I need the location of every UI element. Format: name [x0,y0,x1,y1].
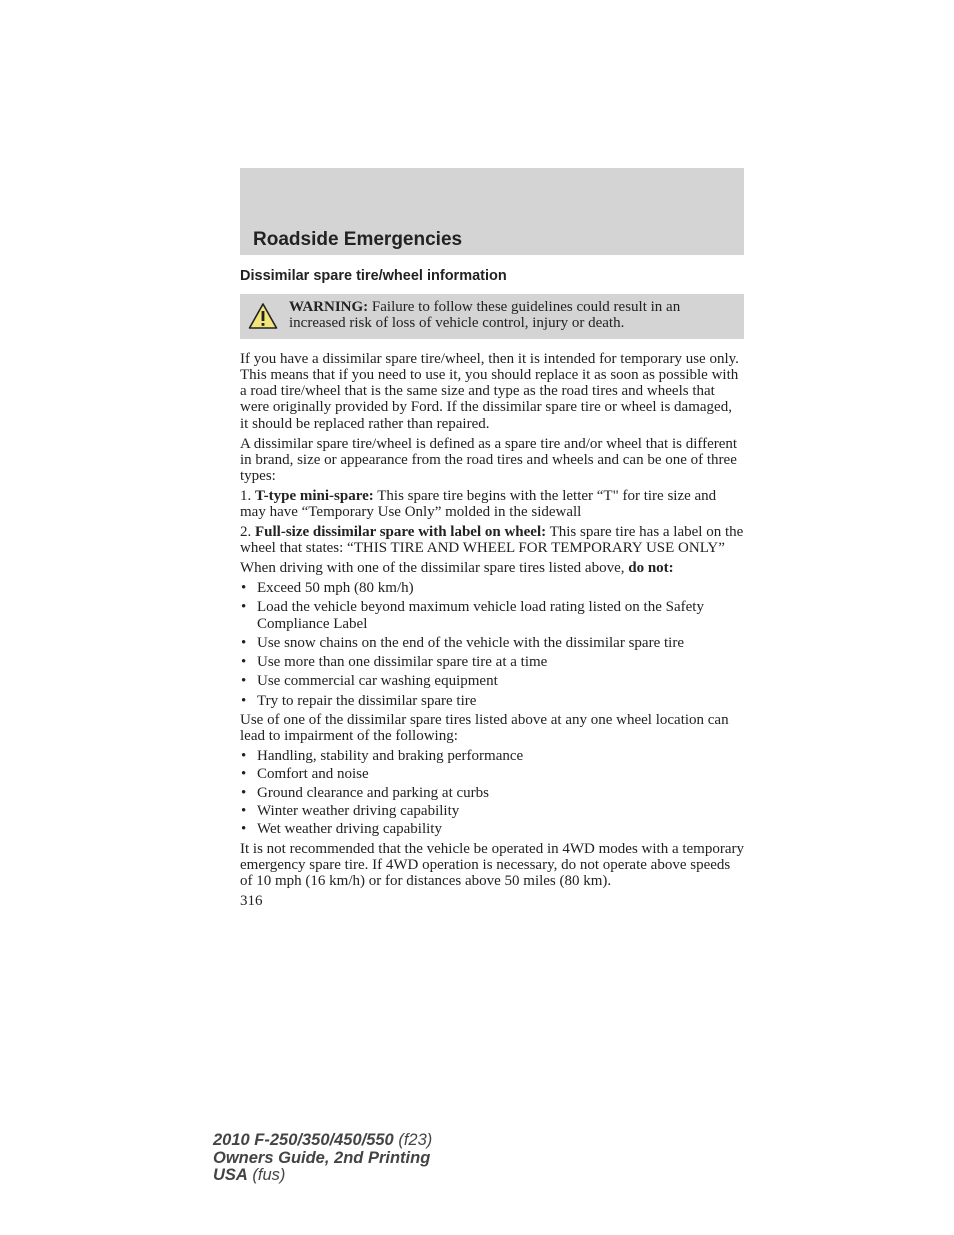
warning-text [289,299,680,331]
type-2-item [240,524,744,557]
page-number: 316 [240,893,263,909]
paragraph-intended-use: If you have a dissimilar spare tire/wheel, then it is intended for temporary use only. This means that if you need to use it, you should replace it as soon as possible with a road tire/wheel that is the same size and type as the road tires and wheels that were originally provided by Ford. If the dissimilar spare tire or wheel is damaged, it should be replaced rather than repaired. [240,350,739,432]
footer-printing-line: Owners Guide, 2nd Printing [213,1148,431,1167]
document-footer [213,1132,432,1185]
type-2-number: 2. [240,524,255,541]
list-item: • Handling, stability and braking performance [240,748,744,764]
paragraph-definition: A dissimilar spare tire/wheel is defined as a spare tire and/or wheel that is different in brand, size or appearance from the road tires and wheels and can be one of three types: [240,435,738,485]
do-not-label: do not: [628,560,674,577]
list-item: • Exceed 50 mph (80 km/h) [240,580,744,596]
warning-triangle-icon [248,302,278,330]
warning-box [240,294,744,339]
warning-body: Failure to follow these guidelines could result in an increased risk of loss of vehicle control, injury or death. [289,299,681,332]
list-item: • Use snow chains on the end of the vehicle with the dissimilar spare tire [240,635,744,651]
type-1-text: This spare tire begins with the letter “T" for tire size and may have “Temporary Use Only” molded in the sidewall [240,487,717,521]
list-item: • Winter weather driving capability [240,803,744,819]
list-item: • Wet weather driving capability [240,821,744,837]
impairment-list [240,748,744,837]
footer-market: USA [213,1166,248,1184]
list-item: • Comfort and noise [240,766,744,782]
list-item: • Use commercial car washing equipment [240,673,744,689]
list-item: • Use more than one dissimilar spare tire at a time [240,654,744,670]
type-1-item [240,488,744,521]
paragraph-4wd: It is not recommended that the vehicle be operated in 4WD modes with a temporary emergency spare tire. If 4WD operation is necessary, do not operate above speeds of 10 mph (16 km/h) or for distances above 50 miles (80 km). [240,840,745,890]
footer-market-line [213,1167,432,1185]
type-2-label: Full-size dissimilar spare with label on wheel: [255,524,547,541]
do-not-list [240,580,744,709]
warning-label: WARNING: [289,299,369,315]
section-header-band [240,168,744,255]
list-item: • Load the vehicle beyond maximum vehicle load rating listed on the Safety Compliance Label [240,599,744,632]
type-2-text: This spare tire has a label on the wheel that states: “THIS TIRE AND WHEEL FOR TEMPORARY USE ONLY” [240,524,744,557]
footer-market-code: (fus) [247,1166,286,1184]
footer-model: 2010 F-250/350/450/550 [213,1131,394,1149]
footer-model-line [213,1132,432,1150]
type-1-number: 1. [240,487,255,504]
do-not-intro-text: When driving with one of the dissimilar spare tires listed above, [240,560,629,577]
do-not-intro [240,560,744,576]
list-item: • Ground clearance and parking at curbs [240,785,744,801]
list-item: • Try to repair the dissimilar spare tire [240,693,744,709]
paragraph-impairment-intro: Use of one of the dissimilar spare tires listed above at any one wheel location can lead to impairment of the following: [240,712,729,745]
type-1-label: T-type mini-spare: [255,487,374,504]
section-title: Roadside Emergencies [253,229,463,250]
page-content [240,266,744,909]
footer-model-code: (f23) [393,1131,433,1149]
subsection-heading: Dissimilar spare tire/wheel information [240,268,507,284]
